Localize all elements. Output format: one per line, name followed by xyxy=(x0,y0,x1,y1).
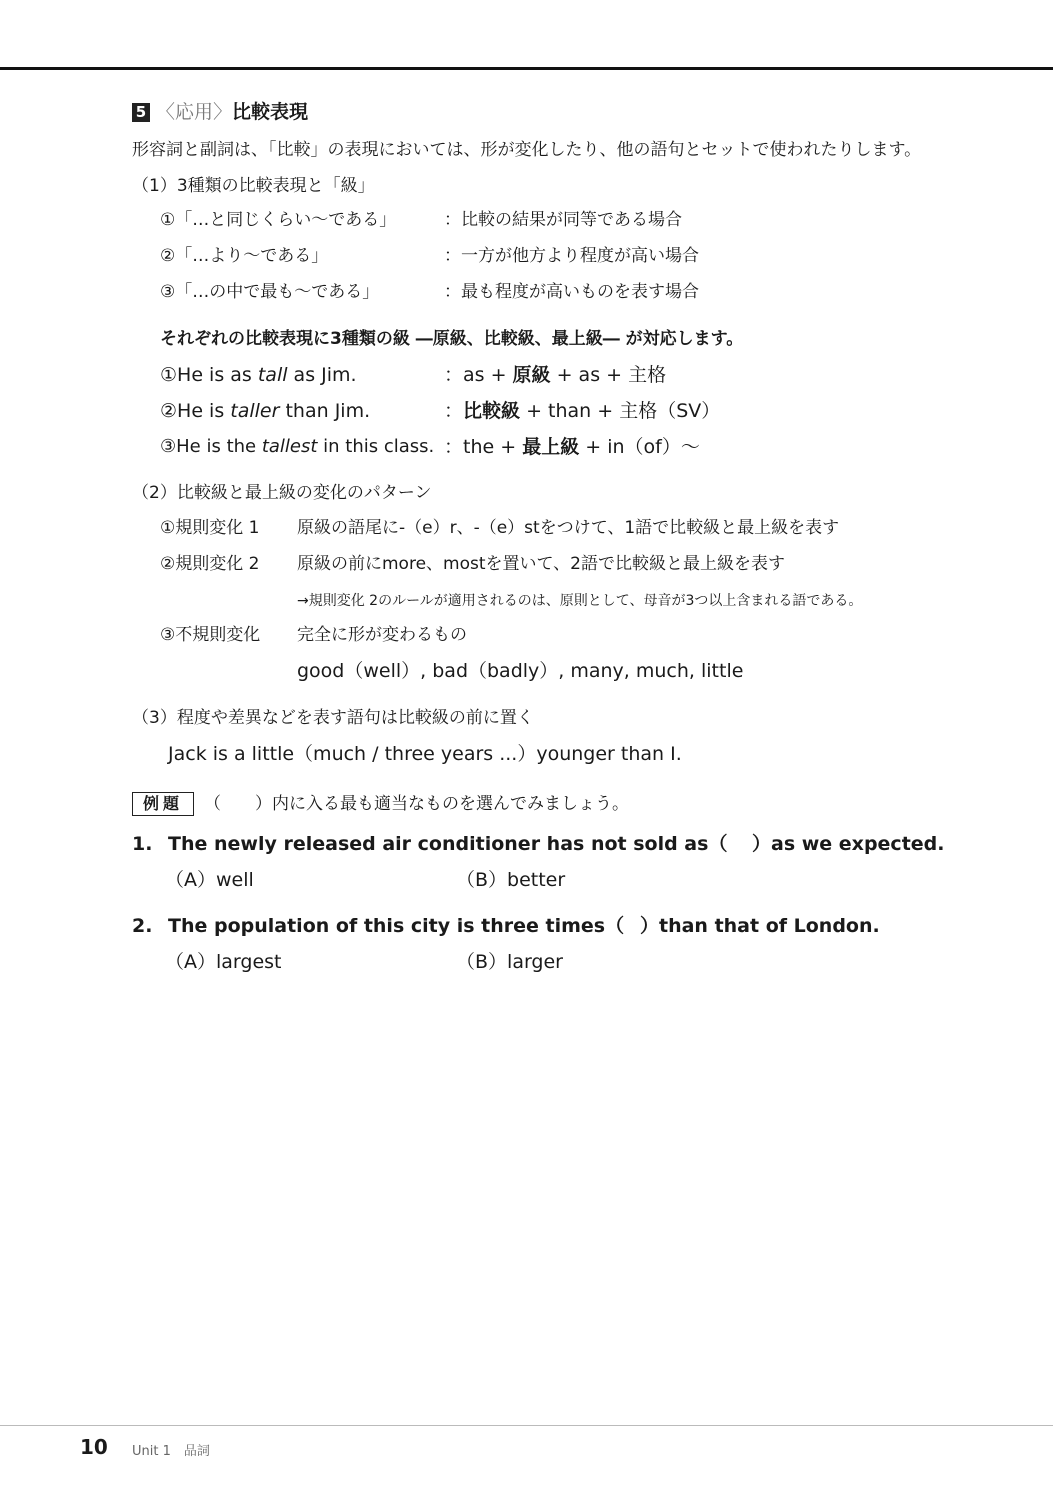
section-title xyxy=(156,101,308,123)
part2-irregular-words: good（well）, bad（badly）, many, much, little xyxy=(297,660,744,682)
part1-item-desc: ：最も程度が高いものを表す場合 xyxy=(444,282,699,302)
top-rule xyxy=(0,67,1053,70)
part2-row-label: ②規則変化 2 xyxy=(160,554,260,574)
option-a[interactable]: （A）well xyxy=(165,869,254,891)
example-formula: ：the + 最上級 + in（of）～ xyxy=(444,436,700,458)
part2-row-desc: 原級の前にmore、mostを置いて、2語で比較級と最上級を表す xyxy=(297,554,785,574)
part3-heading: （3）程度や差異などを表す語句は比較級の前に置く xyxy=(132,708,534,728)
section-intro: 形容詞と副詞は、「比較」の表現においては、形が変化したり、他の語句とセットで使われたりします。 xyxy=(132,140,922,160)
question-text-start: The population of this city is three times（ xyxy=(168,915,625,937)
part1-item-label: ①「…と同じくらい～である」 xyxy=(160,210,397,230)
part2-irregular-label: ③不規則変化 xyxy=(160,625,261,645)
example-formula: ：as + 原級 + as + 主格 xyxy=(444,364,667,386)
unit-label: Unit 1 品詞 xyxy=(132,1444,210,1459)
question-number: 2. xyxy=(132,915,153,937)
part2-sub-note: →規則変化 2のルールが適用されるのは、原則として、母音が3つ以上含まれる語である。 xyxy=(297,593,863,609)
page-number: 10 xyxy=(80,1435,108,1459)
example-sentence: ③He is the tallest in this class. xyxy=(160,436,435,457)
option-b[interactable]: （B）larger xyxy=(456,951,563,973)
section-tag: 〈応用〉 xyxy=(156,101,233,123)
question-text-start: The newly released air conditioner has not sold as（ xyxy=(168,833,728,855)
part2-heading: （2）比較級と最上級の変化のパターン xyxy=(132,483,432,503)
question-number: 1. xyxy=(132,833,153,855)
part2-row-desc: 原級の語尾に-（e）r、-（e）stをつけて、1語で比較級と最上級を表す xyxy=(297,518,840,538)
question-text-end: ）as we expected. xyxy=(752,833,945,855)
part3-example: Jack is a little（much / three years ...）younger than I. xyxy=(168,743,682,765)
section-title-text: 比較表現 xyxy=(232,101,309,123)
option-b[interactable]: （B）better xyxy=(456,869,566,891)
part1-item-label: ③「…の中で最も～である」 xyxy=(160,282,380,302)
part1-note: それぞれの比較表現に3種類の級 ―原級、比較級、最上級― が対応します。 xyxy=(160,329,744,349)
question-text-end: ）than that of London. xyxy=(640,915,880,937)
part1-item-label: ②「…より～である」 xyxy=(160,246,329,266)
section-number-badge: 5 xyxy=(132,103,150,122)
footer-rule xyxy=(0,1425,1053,1426)
part1-heading: （1）3種類の比較表現と「級」 xyxy=(132,176,375,196)
part1-item-desc: ：一方が他方より程度が高い場合 xyxy=(444,246,699,266)
part2-irregular-desc: 完全に形が変わるもの xyxy=(297,625,467,645)
option-a[interactable]: （A）largest xyxy=(165,951,282,973)
example-sentence: ①He is as tall as Jim. xyxy=(160,364,357,386)
example-formula: ：比較級 + than + 主格（SV） xyxy=(444,400,721,422)
exercise-instruction: （ ）内に入る最も適当なものを選んでみましょう。 xyxy=(204,794,629,814)
part1-item-desc: ：比較の結果が同等である場合 xyxy=(444,210,682,230)
example-sentence: ②He is taller than Jim. xyxy=(160,400,371,422)
exercise-label-box: 例題 xyxy=(132,792,194,816)
part2-row-label: ①規則変化 1 xyxy=(160,518,260,538)
